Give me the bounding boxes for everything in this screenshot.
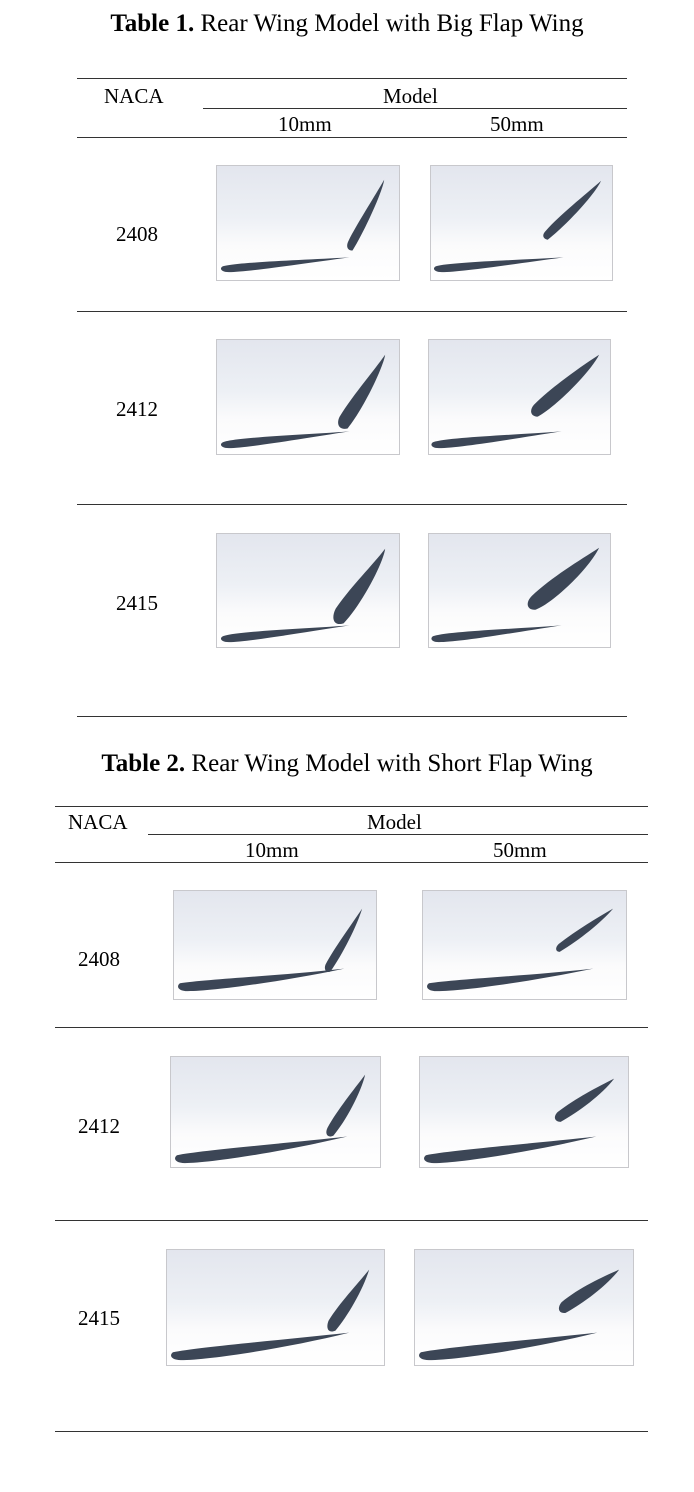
table-2-row-2415-label: 2415 <box>78 1306 120 1330</box>
table-2-title: Rear Wing Model with Short Flap Wing <box>185 750 593 777</box>
table-2-header-rule <box>55 862 648 863</box>
table-2-row-2412-label: 2412 <box>78 1114 120 1138</box>
table-1-row-rule-1 <box>77 311 627 312</box>
table-1-row-2415-label: 2415 <box>116 591 158 615</box>
table-1-title: Rear Wing Model with Big Flap Wing <box>194 10 584 37</box>
table-2-naca-header: NACA <box>68 810 128 834</box>
table-1-2415-10mm-image <box>216 533 400 648</box>
table-2-model-rule <box>148 834 648 835</box>
table-1-2408-10mm-image <box>216 165 400 281</box>
table-2-row-rule-1 <box>55 1027 648 1028</box>
table-1-caption <box>0 10 694 38</box>
table-1-label: Table 1. <box>110 10 195 37</box>
table-1-2412-50mm-image <box>428 339 611 455</box>
table-1-row-2408-label: 2408 <box>116 222 158 246</box>
table-2-2412-50mm-image <box>419 1056 629 1168</box>
table-2-sub-10mm: 10mm <box>245 838 299 862</box>
table-1-top-rule <box>77 78 627 79</box>
table-2-2415-10mm-image <box>166 1249 385 1366</box>
table-2-row-rule-2 <box>55 1220 648 1221</box>
table-2-model-header: Model <box>367 810 422 834</box>
table-2-label: Table 2. <box>101 750 186 777</box>
table-2-bottom-rule <box>55 1431 648 1432</box>
table-1-2408-50mm-image <box>430 165 613 281</box>
table-1-model-rule <box>203 108 627 109</box>
table-1-row-rule-2 <box>77 504 627 505</box>
table-1-row-2412-label: 2412 <box>116 397 158 421</box>
table-2-sub-50mm: 50mm <box>493 838 547 862</box>
table-1-2412-10mm-image <box>216 339 400 455</box>
table-2-top-rule <box>55 806 648 807</box>
table-1-sub-50mm: 50mm <box>490 112 544 136</box>
table-1-2415-50mm-image <box>428 533 611 648</box>
table-2-2408-10mm-image <box>173 890 377 1000</box>
table-2-2408-50mm-image <box>422 890 627 1000</box>
table-2-row-2408-label: 2408 <box>78 947 120 971</box>
table-1-naca-header: NACA <box>104 84 164 108</box>
table-1-header-rule <box>77 137 627 138</box>
table-1-model-header: Model <box>383 84 438 108</box>
table-2-2415-50mm-image <box>414 1249 634 1366</box>
table-1-sub-10mm: 10mm <box>278 112 332 136</box>
table-1-bottom-rule <box>77 716 627 717</box>
table-2-2412-10mm-image <box>170 1056 381 1168</box>
table-2-caption <box>0 750 694 778</box>
